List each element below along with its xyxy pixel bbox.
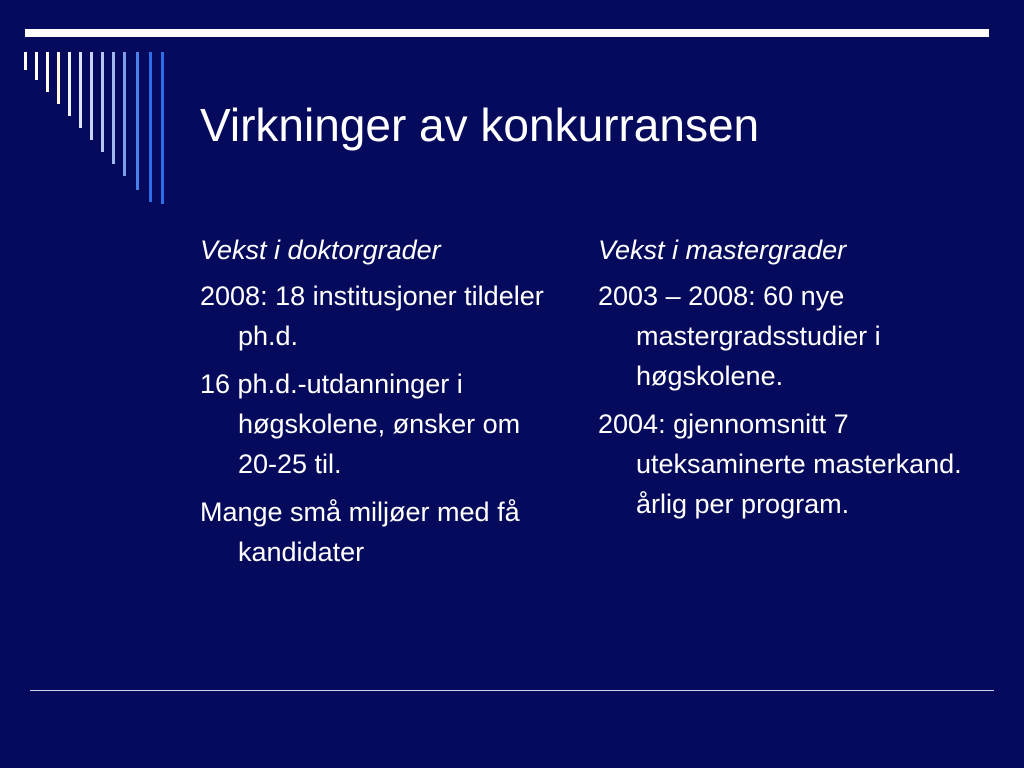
- deco-bar: [161, 52, 164, 204]
- deco-bar: [90, 52, 93, 140]
- left-paragraph: 16 ph.d.-utdanninger i høgskolene, ønsker om 20-25 til.: [200, 369, 521, 479]
- deco-bar: [79, 52, 82, 128]
- right-column: [598, 228, 978, 532]
- decorative-bars: [0, 0, 180, 220]
- deco-bar: [149, 52, 152, 202]
- deco-bar: [123, 52, 126, 176]
- left-column: [200, 228, 560, 580]
- deco-bar: [136, 52, 139, 190]
- deco-bar: [24, 52, 27, 70]
- right-column-heading: Vekst i mastergrader: [598, 235, 847, 265]
- right-paragraph: 2003 – 2008: 60 nye mastergradsstudier i høgskolene.: [598, 281, 881, 391]
- right-paragraph: 2004: gjennomsnitt 7 uteksaminerte masterkand. årlig per program.: [598, 409, 962, 519]
- left-column-heading: Vekst i doktorgrader: [200, 235, 441, 265]
- deco-bar: [112, 52, 115, 164]
- left-paragraph: Mange små miljøer med få kandidater: [200, 497, 520, 567]
- deco-bar: [68, 52, 71, 116]
- left-paragraph: 2008: 18 institusjoner tildeler ph.d.: [200, 281, 544, 351]
- slide-title: Virkninger av konkurransen: [200, 99, 760, 151]
- deco-bar: [46, 52, 49, 92]
- deco-bar: [35, 52, 38, 80]
- deco-bar: [57, 52, 60, 104]
- bottom-rule: [30, 690, 994, 691]
- deco-bar: [101, 52, 104, 152]
